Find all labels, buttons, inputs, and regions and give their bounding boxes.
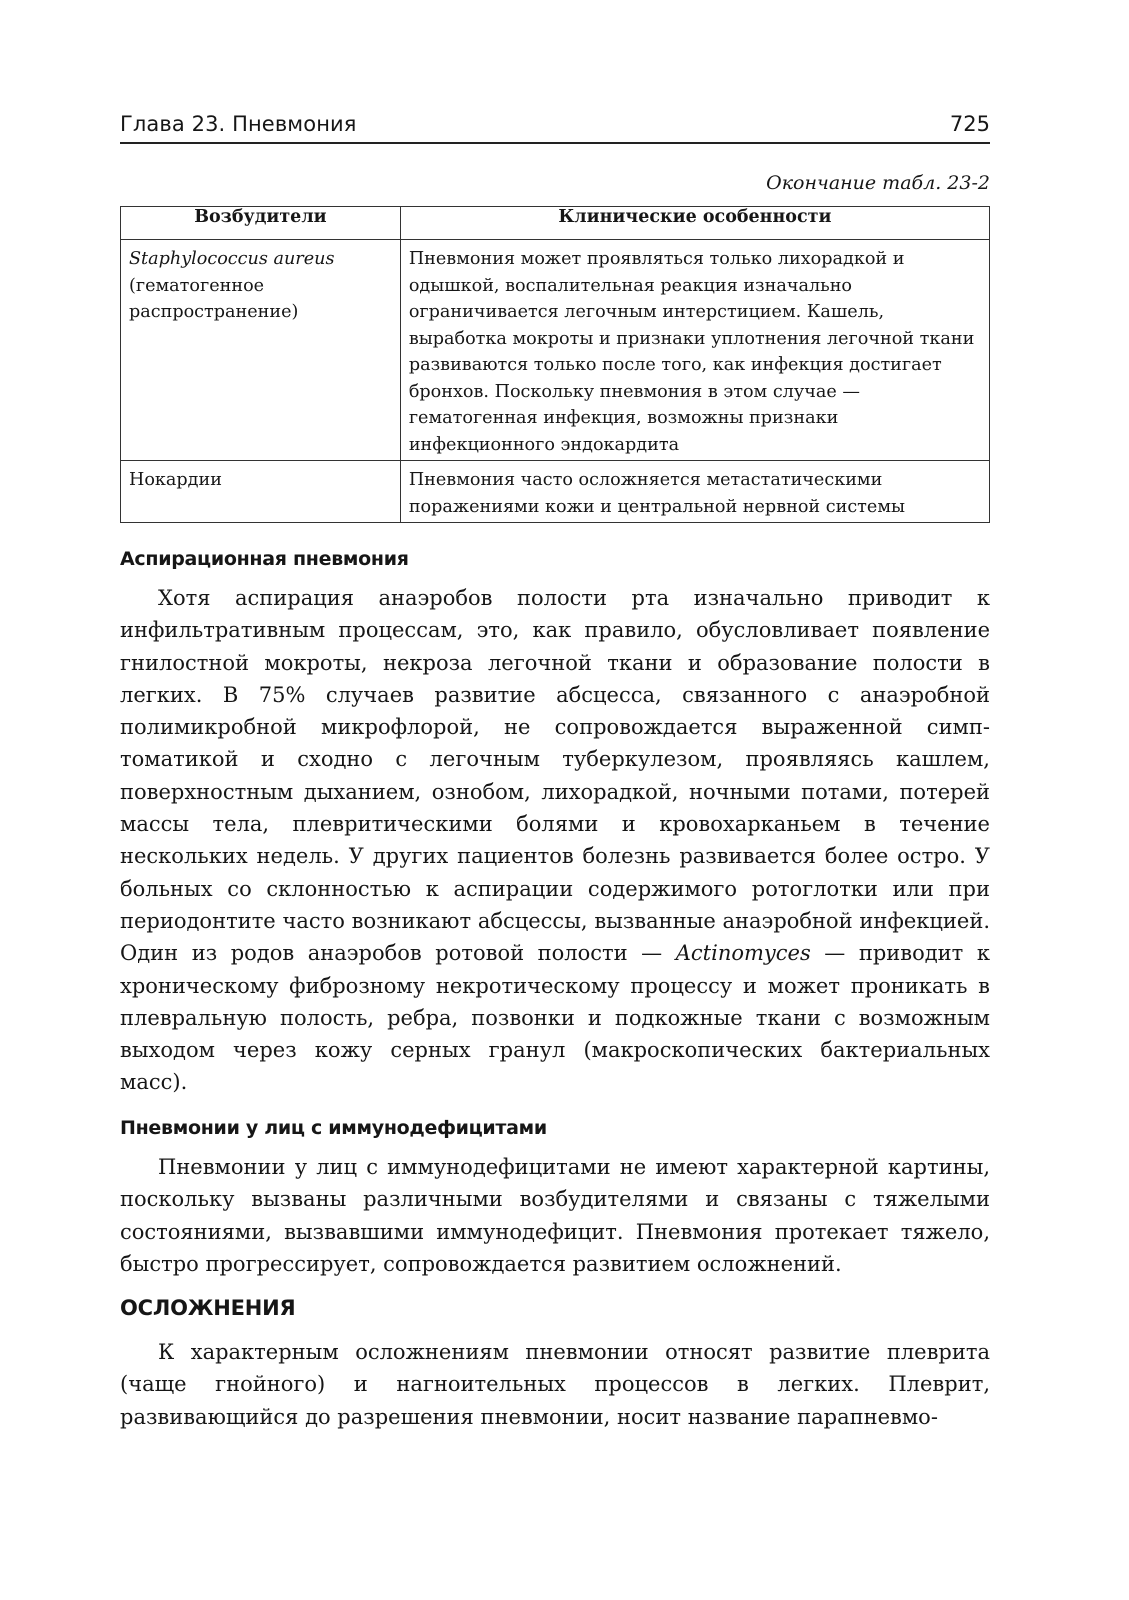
- header-clinical-features: Клинические особенности: [400, 207, 989, 240]
- table-row: [121, 240, 990, 461]
- aspiration-text-2: — приводит к хроническому фиброзному некротическому процессу и может проникать в плевральную полость, ребра, позвонки и подкожные ткани с возможным выходом через кожу серных гранул (макроскопических бактериальных масс).: [120, 941, 990, 1095]
- features-cell: Пневмония может проявляться только лихорадкой и одышкой, воспалительная реакция изначально ограничивается легочным интерстицием. Кашель, выработка мокроты и признаки уплотнения легочной ткани развиваются только после того, как инфекция достигает бронхов. Поскольку пневмония в этом случае — гематогенная инфекция, возможны признаки инфекционного эндокардита: [400, 240, 989, 461]
- pathogen-species: Staphylococcus aureus: [129, 249, 335, 269]
- paragraph-immunodeficiency: Пневмонии у лиц с иммунодефицитами не имеют характерной картины, поскольку вызваны различными возбудителями и связаны с тяжелыми состояниями, вызвавшими иммунодефицит. Пневмония протекает тяжело, быстро прогрессирует, сопровождается развитием осложнений.: [120, 1155, 990, 1276]
- section-heading-complications: ОСЛОЖНЕНИЯ: [120, 1296, 296, 1320]
- paragraph-aspiration: [120, 582, 990, 1099]
- header-pathogens: Возбудители: [121, 207, 401, 240]
- pathogen-cell: Нокардии: [121, 461, 401, 523]
- section-heading-aspiration: Аспирационная пневмония: [120, 548, 409, 570]
- table-header-row: [121, 207, 990, 240]
- table-continuation-label: Окончание табл. 23-2: [766, 172, 990, 194]
- chapter-title: Глава 23. Пневмония: [120, 112, 357, 136]
- aspiration-genus: Actinomyces: [675, 941, 811, 966]
- section-heading-immunodeficiency: Пневмонии у лиц с иммунодефицитами: [120, 1117, 547, 1139]
- page-number: 725: [949, 112, 990, 136]
- paragraph-complications: К характерным осложнениям пневмонии относят развитие плеврита (чаще гнойного) и нагноительных процессов в легких. Плеврит, развивающийся до разрешения пневмонии, носит название парапневмо-: [120, 1340, 990, 1429]
- running-head: [120, 108, 990, 144]
- table-row: [121, 461, 990, 523]
- pathogen-cell: [121, 240, 401, 461]
- features-cell: Пневмония часто осложняется метастатическими поражениями кожи и центральной нервной системы: [400, 461, 989, 523]
- pathogen-note: (гематогенное распространение): [129, 275, 299, 322]
- aspiration-text-1: Хотя аспирация анаэробов полости рта изначально приводит к инфильтративным процессам, это, как правило, обусловливает появление гнилостной мокроты, некроза легочной ткани и образование полости в легких. В 75% случаев развитие абсцесса, связанного с анаэробной полимикробной микрофлорой, не сопровождается выраженной симп-томатикой и сходно с легочным туберкулезом, проявляясь кашлем, поверхностным дыханием, ознобом, лихорадкой, ночными потами, потерей массы тела, плевритическими болями и кровохарканьем в течение нескольких недель. У других пациентов болезнь развивается более остро. У больных со склонностью к аспирации содержимого ротоглотки или при периодонтите часто возникают абсцессы, вызванные анаэробной инфекцией. Один из родов анаэробов ротовой полости —: [120, 586, 990, 966]
- pathogens-table: [120, 206, 990, 523]
